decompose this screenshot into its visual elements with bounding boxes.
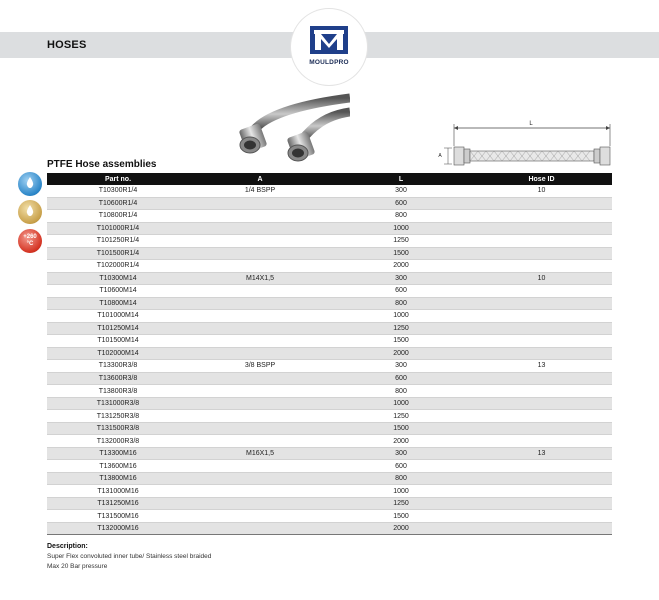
cell-hose-id <box>471 335 612 348</box>
cell-part-no: T102000M14 <box>47 347 189 360</box>
mouldpro-logo <box>291 9 367 85</box>
cell-l: 1500 <box>331 335 471 348</box>
cell-hose-id: 13 <box>471 447 612 460</box>
cell-hose-id <box>471 247 612 260</box>
cell-a <box>189 247 331 260</box>
hose-dimension-diagram <box>426 116 622 176</box>
table-row <box>47 410 612 423</box>
table-row <box>47 460 612 473</box>
cell-hose-id <box>471 410 612 423</box>
cell-hose-id <box>471 522 612 535</box>
cell-hose-id <box>471 297 612 310</box>
length-label: L <box>529 121 533 127</box>
cell-a <box>189 297 331 310</box>
cell-a <box>189 372 331 385</box>
cell-hose-id <box>471 485 612 498</box>
cell-hose-id <box>471 372 612 385</box>
temperature-badge <box>18 229 42 253</box>
cell-l: 300 <box>331 272 471 285</box>
cell-hose-id <box>471 422 612 435</box>
cell-a <box>189 347 331 360</box>
table-row <box>47 235 612 248</box>
table-row <box>47 260 612 273</box>
cell-hose-id <box>471 460 612 473</box>
cell-hose-id <box>471 435 612 448</box>
table-row <box>47 222 612 235</box>
column-header-a: A <box>189 173 331 185</box>
water-drop-icon <box>26 177 34 188</box>
description-line: Super Flex convoluted inner tube/ Stainless steel braided <box>47 553 212 560</box>
table-row <box>47 522 612 535</box>
cell-part-no: T101500R1/4 <box>47 247 189 260</box>
cell-a <box>189 397 331 410</box>
table-row <box>47 422 612 435</box>
cell-part-no: T13300R3/8 <box>47 360 189 373</box>
cell-hose-id <box>471 347 612 360</box>
cell-part-no: T10300R1/4 <box>47 185 189 197</box>
cell-hose-id <box>471 510 612 523</box>
cell-a: M16X1,5 <box>189 447 331 460</box>
cell-l: 1250 <box>331 497 471 510</box>
cell-hose-id <box>471 260 612 273</box>
table-row <box>47 472 612 485</box>
cell-hose-id <box>471 385 612 398</box>
cell-hose-id <box>471 397 612 410</box>
cell-a <box>189 285 331 298</box>
column-header-l: L <box>331 173 471 185</box>
cell-a <box>189 435 331 448</box>
cell-part-no: T102000R1/4 <box>47 260 189 273</box>
cell-part-no: T131000R3/8 <box>47 397 189 410</box>
cell-part-no: T13800R3/8 <box>47 385 189 398</box>
cell-a <box>189 310 331 323</box>
column-header-hose-id: Hose ID <box>471 173 612 185</box>
cell-hose-id <box>471 222 612 235</box>
table-row <box>47 310 612 323</box>
table-row <box>47 285 612 298</box>
section-title: HOSES <box>47 39 87 51</box>
cell-a <box>189 510 331 523</box>
table-row <box>47 372 612 385</box>
table-header-row <box>47 173 612 185</box>
cell-hose-id <box>471 235 612 248</box>
cell-hose-id: 13 <box>471 360 612 373</box>
cell-part-no: T10800M14 <box>47 297 189 310</box>
cell-hose-id <box>471 285 612 298</box>
table-row <box>47 385 612 398</box>
cell-a <box>189 410 331 423</box>
cell-l: 1250 <box>331 410 471 423</box>
cell-a <box>189 235 331 248</box>
cell-l: 2000 <box>331 347 471 360</box>
logo-text: MOULDPRO <box>309 59 349 66</box>
table-row <box>47 322 612 335</box>
cell-a <box>189 260 331 273</box>
table-row <box>47 397 612 410</box>
cell-hose-id <box>471 497 612 510</box>
cell-hose-id <box>471 472 612 485</box>
cell-l: 600 <box>331 372 471 385</box>
cell-a <box>189 335 331 348</box>
cell-l: 600 <box>331 285 471 298</box>
cell-l: 1000 <box>331 222 471 235</box>
cell-l: 1500 <box>331 510 471 523</box>
cell-a <box>189 522 331 535</box>
cell-a <box>189 460 331 473</box>
cell-l: 1500 <box>331 247 471 260</box>
cell-l: 300 <box>331 447 471 460</box>
cell-part-no: T10300M14 <box>47 272 189 285</box>
cell-l: 1500 <box>331 422 471 435</box>
cell-l: 1000 <box>331 485 471 498</box>
cell-part-no: T101250R1/4 <box>47 235 189 248</box>
oil-drop-icon <box>26 205 34 216</box>
cell-part-no: T132000R3/8 <box>47 435 189 448</box>
cell-a <box>189 197 331 210</box>
cell-part-no: T13600M16 <box>47 460 189 473</box>
cell-part-no: T131000M16 <box>47 485 189 498</box>
cell-l: 1250 <box>331 322 471 335</box>
table-title: PTFE Hose assemblies <box>47 159 157 170</box>
cell-a <box>189 210 331 223</box>
diameter-label: A <box>438 153 442 159</box>
cell-l: 600 <box>331 197 471 210</box>
table-row <box>47 497 612 510</box>
table-row <box>47 297 612 310</box>
table-row <box>47 447 612 460</box>
column-header-part-no: Part no. <box>47 173 189 185</box>
table-row <box>47 272 612 285</box>
cell-l: 600 <box>331 460 471 473</box>
cell-part-no: T131250M16 <box>47 497 189 510</box>
cell-l: 2000 <box>331 435 471 448</box>
cell-l: 800 <box>331 385 471 398</box>
table-row <box>47 197 612 210</box>
cell-hose-id <box>471 322 612 335</box>
cell-l: 2000 <box>331 260 471 273</box>
cell-part-no: T131250R3/8 <box>47 410 189 423</box>
cell-part-no: T10600M14 <box>47 285 189 298</box>
cell-hose-id <box>471 310 612 323</box>
temperature-unit: °C <box>26 241 34 247</box>
cell-part-no: T101000R1/4 <box>47 222 189 235</box>
temperature-value: +260 <box>23 234 37 240</box>
cell-part-no: T101500M14 <box>47 335 189 348</box>
cell-l: 1250 <box>331 235 471 248</box>
table-row <box>47 210 612 223</box>
hose-product-photo <box>232 90 350 170</box>
cell-part-no: T13600R3/8 <box>47 372 189 385</box>
table-row <box>47 247 612 260</box>
cell-l: 300 <box>331 185 471 197</box>
cell-a <box>189 222 331 235</box>
cell-a: M14X1,5 <box>189 272 331 285</box>
parts-table-body <box>47 185 612 535</box>
cell-l: 2000 <box>331 522 471 535</box>
cell-part-no: T132000M16 <box>47 522 189 535</box>
cell-l: 800 <box>331 297 471 310</box>
cell-hose-id <box>471 210 612 223</box>
cell-l: 800 <box>331 210 471 223</box>
cell-hose-id: 10 <box>471 272 612 285</box>
cell-a <box>189 385 331 398</box>
cell-l: 1000 <box>331 397 471 410</box>
table-row <box>47 185 612 197</box>
cell-a <box>189 497 331 510</box>
cell-part-no: T101250M14 <box>47 322 189 335</box>
cell-part-no: T131500M16 <box>47 510 189 523</box>
cell-part-no: T131500R3/8 <box>47 422 189 435</box>
cell-a <box>189 485 331 498</box>
cell-part-no: T10800R1/4 <box>47 210 189 223</box>
cell-part-no: T10600R1/4 <box>47 197 189 210</box>
cell-a <box>189 322 331 335</box>
cell-part-no: T13800M16 <box>47 472 189 485</box>
mouldpro-logo-icon <box>310 26 348 54</box>
table-row <box>47 347 612 360</box>
cell-hose-id: 10 <box>471 185 612 197</box>
description-title: Description: <box>47 543 88 550</box>
description-line: Max 20 Bar pressure <box>47 563 108 570</box>
table-row <box>47 360 612 373</box>
table-row <box>47 435 612 448</box>
cell-a: 3/8 BSPP <box>189 360 331 373</box>
cell-a <box>189 422 331 435</box>
table-row <box>47 335 612 348</box>
oil-compatible-badge <box>18 200 42 224</box>
parts-table <box>47 173 612 535</box>
cell-part-no: T13300M16 <box>47 447 189 460</box>
cell-part-no: T101000M14 <box>47 310 189 323</box>
table-row <box>47 485 612 498</box>
cell-hose-id <box>471 197 612 210</box>
cell-l: 1000 <box>331 310 471 323</box>
cell-l: 300 <box>331 360 471 373</box>
cell-l: 800 <box>331 472 471 485</box>
cell-a: 1/4 BSPP <box>189 185 331 197</box>
cell-a <box>189 472 331 485</box>
table-row <box>47 510 612 523</box>
water-compatible-badge <box>18 172 42 196</box>
